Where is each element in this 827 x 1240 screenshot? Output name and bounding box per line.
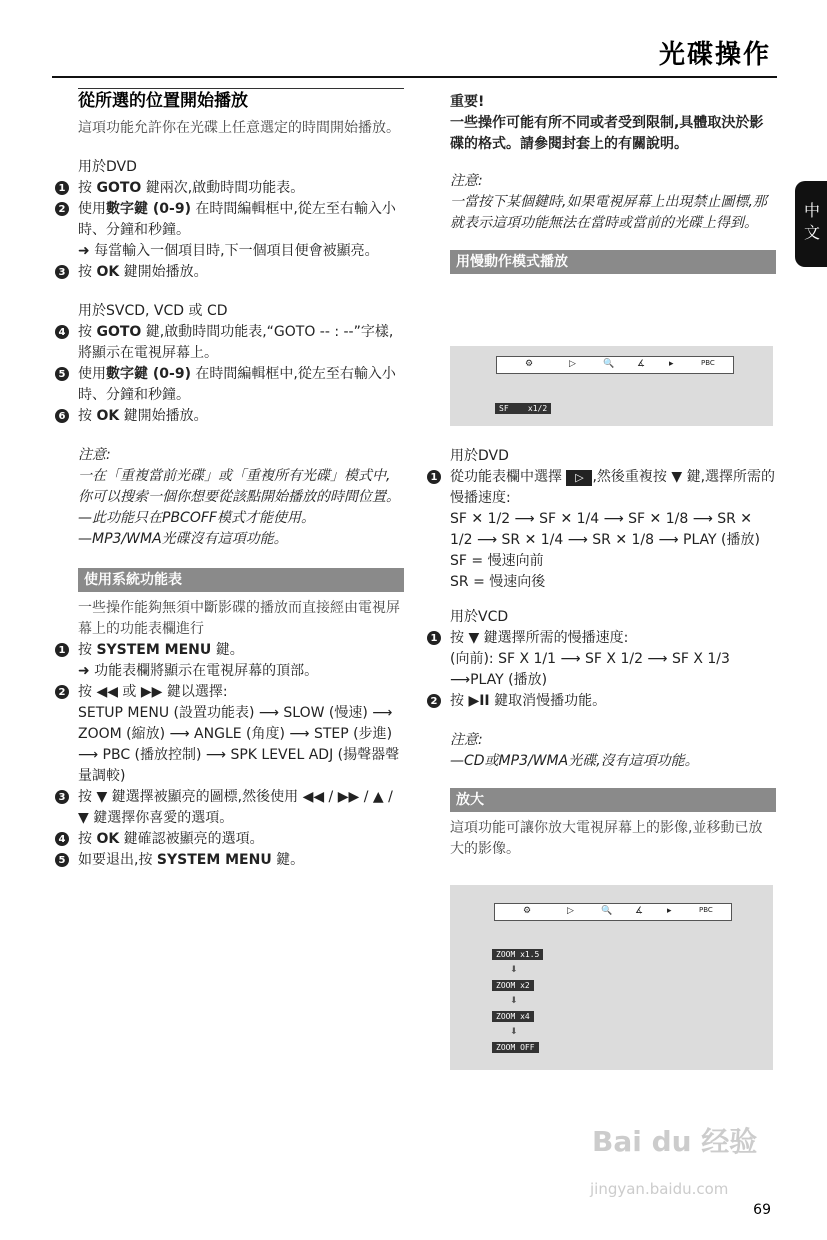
step-6: 6 按 OK 鍵開始播放。 xyxy=(52,406,404,427)
vcd-speed-sequence: (向前): SF X 1/1 ⟶ SF X 1/2 ⟶ SF X 1/3 ⟶PLAY (播放) xyxy=(450,651,730,688)
section-bar-zoom: 放大 xyxy=(450,788,776,812)
page-title: 光碟操作 xyxy=(658,40,771,70)
setup-icon: ⚙ xyxy=(523,906,532,916)
slow-vcd-step-2: 2 按 ▶II 鍵取消慢播功能。 xyxy=(424,691,776,712)
slow-vcd-step-1: 1 按 ▼ 鍵選擇所需的慢播速度: (向前): SF X 1/1 ⟶ SF X 1/2 ⟶ SF X 1/3 ⟶PLAY (播放) xyxy=(424,628,776,691)
step-number: 2 xyxy=(52,199,72,215)
watermark-logo: Bai du 经验 xyxy=(592,1125,758,1158)
dvd-label: 用於DVD xyxy=(450,448,509,464)
sf-definition: SF = 慢速向前 xyxy=(450,553,544,569)
angle-icon: ∡ xyxy=(635,906,644,916)
slow-dvd-step-1: 1 從功能表欄中選擇 ▷ ,然後重複按 ▼ 鍵,選擇所需的慢播速度: SF ✕ 1/2 ⟶ SF ✕ 1/4 ⟶ SF ✕ 1/8 ⟶ SR ✕ 1/2 ⟶ SR ✕ 1/4 ⟶ SR ✕ 1/8 ⟶ PLAY (播放) SF = 慢速向前 SR = 慢速向後 xyxy=(424,467,776,593)
system-intro: 一些操作能夠無須中斷影碟的播放而直接經由電視屏幕上的功能表欄進行 xyxy=(78,600,400,637)
step-number: 4 xyxy=(52,829,72,845)
step-number: 2 xyxy=(424,691,444,707)
step-icon: ▸ xyxy=(669,359,674,369)
note-label: 注意: xyxy=(78,447,111,463)
right-column-lower xyxy=(424,446,776,860)
note-label: 注意: xyxy=(450,732,483,748)
slow-icon-button: ▷ xyxy=(566,470,592,486)
step-number: 5 xyxy=(52,850,72,866)
pbc-label: PBC xyxy=(701,359,715,367)
step-2: 2 使用數字鍵 (0-9) 在時間編輯框中,從左至右輸入小時、分鐘和秒鐘。 ➜ 每當輸入一個項目時,下一個項目便會被顯亮。 xyxy=(52,199,404,262)
step-number: 1 xyxy=(52,178,72,194)
sys-step-5: 5 如要退出,按 SYSTEM MENU 鍵。 xyxy=(52,850,404,871)
intro-text: 這項功能允許你在光碟上任意選定的時間開始播放。 xyxy=(78,120,400,136)
zoom-icon: 🔍 xyxy=(601,906,613,916)
zoom-intro: 這項功能可讓你放大電視屏幕上的影像,並移動已放大的影像。 xyxy=(450,820,763,857)
right-column xyxy=(424,92,776,274)
sys-step-1: 1 按 SYSTEM MENU 鍵。 ➜ 功能表欄將顯示在電視屏幕的頂部。 xyxy=(52,640,404,682)
sys-step-3: 3 按 ▼ 鍵選擇被顯亮的圖標,然後使用 ◀◀ / ▶▶ / ▲ / ▼ 鍵選擇你喜愛的選項。 xyxy=(52,787,404,829)
slow-icon: ▷ xyxy=(567,906,574,916)
sys-step-4: 4 按 OK 鍵確認被顯亮的選項。 xyxy=(52,829,404,850)
important-text: 一些操作可能有所不同或者受到限制,具體取決於影碟的格式。請參閱封套上的有關說明。 xyxy=(450,115,764,152)
step-number: 2 xyxy=(52,682,72,698)
page-number: 69 xyxy=(753,1202,771,1218)
vcd-label: 用於VCD xyxy=(450,609,509,625)
header-rule xyxy=(52,76,777,78)
angle-icon: ∡ xyxy=(637,359,646,369)
important-label: 重要! xyxy=(450,94,485,110)
watermark-url: jingyan.baidu.com xyxy=(590,1180,729,1198)
step-number: 1 xyxy=(52,640,72,656)
note-line: —MP3/WMA光碟沒有這項功能。 xyxy=(78,531,288,547)
note-line: 一在「重複當前光碟」或「重複所有光碟」模式中,你可以搜索一個你想要從該點開始播放的時間位置。 xyxy=(78,468,400,505)
step-number: 3 xyxy=(52,787,72,803)
arrow-down-icon: ⬇ xyxy=(510,996,518,1006)
step-number: 1 xyxy=(424,467,444,483)
function-bar xyxy=(494,903,732,921)
step-5: 5 使用數字鍵 (0-9) 在時間編輯框中,從左至右輸入小時、分鐘和秒鐘。 xyxy=(52,364,404,406)
zoom-screen-illustration xyxy=(450,885,773,1070)
setup-icon: ⚙ xyxy=(525,359,534,369)
left-column xyxy=(52,88,404,871)
arrow-down-icon: ⬇ xyxy=(510,965,518,975)
step-note: ➜ 功能表欄將顯示在電視屏幕的頂部。 xyxy=(78,663,319,679)
step-note: ➜ 每當輸入一個項目時,下一個項目便會被顯亮。 xyxy=(78,243,379,259)
note-line: —此功能只在PBCOFF模式才能使用。 xyxy=(78,510,315,526)
function-bar xyxy=(496,356,734,374)
sys-step-2: 2 按 ◀◀ 或 ▶▶ 鍵以選擇: SETUP MENU (設置功能表) ⟶ SLOW (慢速) ⟶ ZOOM (縮放) ⟶ ANGLE (角度) ⟶ STEP (步進) ⟶ PBC (播放控制) ⟶ SPK LEVEL ADJ (揚聲器聲量調較) xyxy=(52,682,404,787)
note-text: 一當按下某個鍵時,如果電視屏幕上出現禁止圖標,那就表示這項功能無法在當時或當前的光碟上得到。 xyxy=(450,194,767,231)
zoom-label: ZOOM x2 xyxy=(492,980,534,991)
language-tab: 中文 xyxy=(795,181,827,267)
slow-icon: ▷ xyxy=(569,359,576,369)
svcd-label: 用於SVCD, VCD 或 CD xyxy=(78,303,228,319)
speed-sequence: SF ✕ 1/2 ⟶ SF ✕ 1/4 ⟶ SF ✕ 1/8 ⟶ SR ✕ 1/2 ⟶ SR ✕ 1/4 ⟶ SR ✕ 1/8 ⟶ PLAY (播放) xyxy=(450,511,760,548)
step-number: 4 xyxy=(52,322,72,338)
step-1: 1 按 GOTO 鍵兩次,啟動時間功能表。 xyxy=(52,178,404,199)
note-text: —CD或MP3/WMA光碟,沒有這項功能。 xyxy=(450,753,699,769)
slow-screen-illustration xyxy=(450,346,773,426)
zoom-label: ZOOM x1.5 xyxy=(492,949,543,960)
step-number: 1 xyxy=(424,628,444,644)
section-bar-system-menu: 使用系統功能表 xyxy=(78,568,404,592)
step-number: 3 xyxy=(52,262,72,278)
section-title: 從所選的位置開始播放 xyxy=(78,88,404,112)
zoom-icon: 🔍 xyxy=(603,359,615,369)
step-number: 5 xyxy=(52,364,72,380)
zoom-label: ZOOM OFF xyxy=(492,1042,539,1053)
sr-definition: SR = 慢速向後 xyxy=(450,574,546,590)
step-4: 4 按 GOTO 鍵,啟動時間功能表,“GOTO -- : --”字樣,將顯示在電視屏幕上。 xyxy=(52,322,404,364)
dvd-label: 用於DVD xyxy=(78,159,137,175)
note-label: 注意: xyxy=(450,173,483,189)
section-bar-slow-motion: 用慢動作模式播放 xyxy=(450,250,776,274)
menu-sequence: SETUP MENU (設置功能表) ⟶ SLOW (慢速) ⟶ ZOOM (縮放) ⟶ ANGLE (角度) ⟶ STEP (步進) ⟶ PBC (播放控制) ⟶ SPK LEVEL ADJ (揚聲器聲量調較) xyxy=(78,705,400,784)
sf-tag: SF x1/2 xyxy=(495,403,551,414)
pbc-label: PBC xyxy=(699,906,713,914)
step-icon: ▸ xyxy=(667,906,672,916)
arrow-down-icon: ⬇ xyxy=(510,1027,518,1037)
step-3: 3 按 OK 鍵開始播放。 xyxy=(52,262,404,283)
step-number: 6 xyxy=(52,406,72,422)
zoom-label: ZOOM x4 xyxy=(492,1011,534,1022)
